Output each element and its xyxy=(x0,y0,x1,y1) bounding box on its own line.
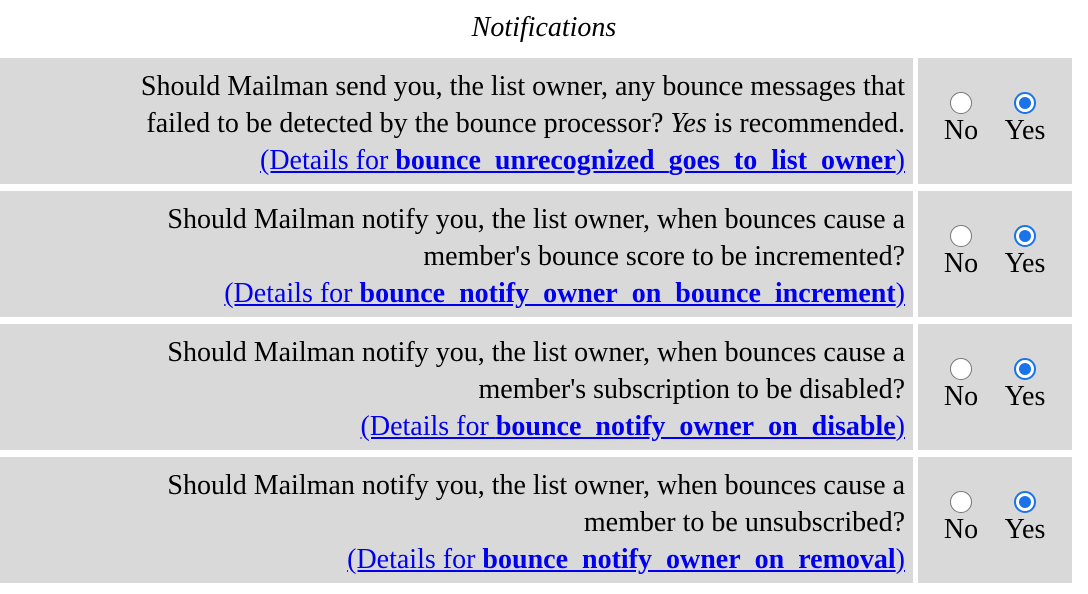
question-cell xyxy=(0,58,913,184)
setting-row-bounce-increment xyxy=(0,191,1072,317)
setting-row-unrecognized xyxy=(0,58,1072,184)
details-line xyxy=(0,142,905,179)
radio-no[interactable] xyxy=(950,225,972,247)
option-yes[interactable] xyxy=(998,92,1052,146)
radio-no[interactable] xyxy=(950,358,972,380)
option-no-label: No xyxy=(943,381,979,412)
radio-yes[interactable] xyxy=(1014,225,1036,247)
option-no-label: No xyxy=(943,514,979,545)
setting-row-disable xyxy=(0,324,1072,450)
section-title: Notifications xyxy=(471,11,617,43)
option-yes-label: Yes xyxy=(1004,514,1046,545)
option-yes[interactable] xyxy=(998,225,1052,279)
question-line: member to be unsubscribed? xyxy=(583,507,905,538)
option-no[interactable] xyxy=(938,491,984,545)
radio-no[interactable] xyxy=(950,491,972,513)
question-line: Should Mailman send you, the list owner, any bounce messages that xyxy=(140,71,905,102)
details-link-removal[interactable]: (Details for bounce_notify_owner_on_removal) xyxy=(347,544,905,575)
details-link-bounce-unrecognized[interactable]: (Details for bounce_unrecognized_goes_to_list_owner) xyxy=(260,145,905,176)
option-yes-label: Yes xyxy=(1004,381,1046,412)
answer-cell xyxy=(918,191,1072,317)
question-cell xyxy=(0,324,913,450)
radio-no[interactable] xyxy=(950,92,972,114)
question-cell xyxy=(0,191,913,317)
question-line: Should Mailman notify you, the list owner, when bounces cause a xyxy=(167,470,905,501)
option-yes-label: Yes xyxy=(1004,115,1046,146)
radio-group xyxy=(938,358,1052,412)
answer-cell xyxy=(918,457,1072,583)
option-no-label: No xyxy=(943,248,979,279)
option-no[interactable] xyxy=(938,92,984,146)
question-line: Should Mailman notify you, the list owner, when bounces cause a xyxy=(167,337,905,368)
details-link-bounce-increment[interactable]: (Details for bounce_notify_owner_on_bounce_increment) xyxy=(224,278,905,309)
recommended-value: Yes xyxy=(670,108,707,139)
answer-cell xyxy=(918,324,1072,450)
radio-yes[interactable] xyxy=(1014,491,1036,513)
question-line: member's bounce score to be incremented? xyxy=(423,241,905,272)
radio-yes[interactable] xyxy=(1014,358,1036,380)
answer-cell xyxy=(918,58,1072,184)
details-link-disable[interactable]: (Details for bounce_notify_owner_on_disable) xyxy=(360,411,905,442)
details-line xyxy=(0,275,905,312)
setting-row-removal xyxy=(0,457,1072,583)
option-no-label: No xyxy=(943,115,979,146)
radio-group xyxy=(938,491,1052,545)
question-cell xyxy=(0,457,913,583)
radio-group xyxy=(938,225,1052,279)
question-line: member's subscription to be disabled? xyxy=(478,374,905,405)
option-yes-label: Yes xyxy=(1004,248,1046,279)
option-no[interactable] xyxy=(938,358,984,412)
option-no[interactable] xyxy=(938,225,984,279)
details-line xyxy=(0,408,905,445)
option-yes[interactable] xyxy=(998,491,1052,545)
question-line: Should Mailman notify you, the list owner, when bounces cause a xyxy=(167,204,905,235)
question-line: failed to be detected by the bounce processor? Yes is recommended. xyxy=(146,108,905,139)
option-yes[interactable] xyxy=(998,358,1052,412)
radio-group xyxy=(938,92,1052,146)
details-line xyxy=(0,541,905,578)
radio-yes[interactable] xyxy=(1014,92,1036,114)
